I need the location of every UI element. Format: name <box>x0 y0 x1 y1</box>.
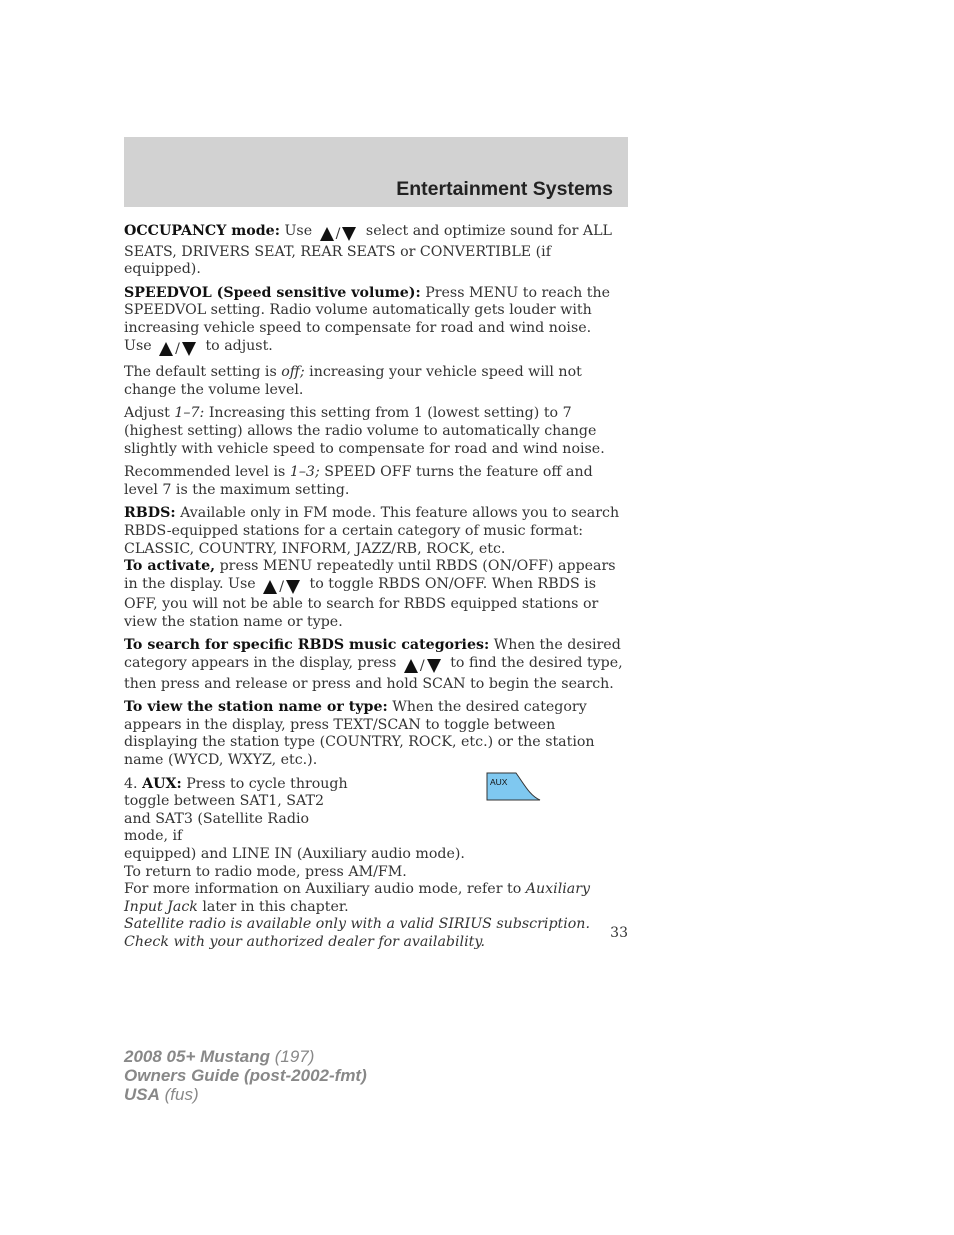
view-label: To view the station name or type: <box>124 699 388 716</box>
footer-model-code: (197) <box>274 1047 315 1066</box>
activate-post: to toggle RBDS ON/OFF. When RBDS is OFF, you will not be able to search for RBDS equipped stations or view the station name or type. <box>124 575 599 630</box>
arrow-separator: / <box>175 340 180 357</box>
default-setting-paragraph <box>124 364 630 399</box>
footer-market: USA <box>124 1085 160 1104</box>
footer-market-code: (fus) <box>164 1085 199 1104</box>
footer-line-2 <box>124 1066 367 1085</box>
speedvol-use-post: to adjust. <box>205 337 273 354</box>
occupancy-pre: Use <box>284 223 313 239</box>
section-header <box>124 137 628 207</box>
recommended-post: SPEED OFF turns the feature off and level 7 is the maximum setting. <box>124 464 593 498</box>
up-down-arrows-icon <box>158 341 197 359</box>
aux-button-icon <box>486 772 542 802</box>
aux-more-post: later in this chapter. <box>202 898 349 915</box>
recommended-pre: Recommended level is <box>124 464 286 481</box>
search-label: To search for specific RBDS music categories: <box>124 637 490 654</box>
satellite-note: Satellite radio is available only with a valid SIRIUS subscription. Check with your authorized dealer for availability. <box>124 916 590 950</box>
speedvol-use-pre: Use <box>124 337 152 354</box>
aux-label: AUX: <box>142 775 182 792</box>
down-arrow-icon <box>181 341 197 357</box>
footer-guide: Owners Guide (post-2002-fmt) <box>124 1066 367 1085</box>
footer-line-1 <box>124 1047 367 1066</box>
view-paragraph <box>124 699 630 769</box>
rbds-activate-paragraph <box>124 558 630 631</box>
up-down-arrows-icon <box>403 658 442 676</box>
aux-section <box>124 776 630 952</box>
up-down-arrows-icon <box>319 226 358 244</box>
aux-more-ref: Auxiliary Input Jack <box>124 881 591 915</box>
occupancy-text: select and optimize sound for ALL SEATS, DRIVERS SEAT, REAR SEATS or CONVERTIBLE (if equipped). <box>124 223 612 278</box>
aux-more-info <box>124 881 630 916</box>
occupancy-paragraph <box>124 223 630 279</box>
arrow-separator: / <box>335 226 341 242</box>
aux-text: Press to cycle through toggle between SAT1, SAT2 and SAT3 (Satellite Radio mode, if <box>124 775 348 845</box>
arrow-separator: / <box>279 578 284 595</box>
aux-return: To return to radio mode, press AM/FM. <box>124 863 407 880</box>
recommended-paragraph <box>124 464 630 499</box>
rbds-label: RBDS: <box>124 505 176 522</box>
speedvol-paragraph <box>124 285 630 358</box>
adjust-value: 1–7: <box>174 405 205 422</box>
rbds-text: Available only in FM mode. This feature allows you to search RBDS-equipped stations for a certain category of music format: CLASSIC, COUNTRY, INFORM, JAZZ/RB, ROCK, etc. <box>124 505 620 557</box>
down-arrow-icon <box>341 226 357 242</box>
default-value: off; <box>281 364 305 381</box>
adjust-paragraph <box>124 405 630 458</box>
activate-label: To activate, <box>124 558 216 575</box>
adjust-post: Increasing this setting from 1 (lowest setting) to 7 (highest setting) allows the radio volume to automatically change slightly with vehicle speed to compensate for road and wind noise. <box>124 405 605 457</box>
speedvol-label: SPEEDVOL (Speed sensitive volume): <box>124 284 421 301</box>
activate-text: press MENU repeatedly until RBDS (ON/OFF) appears in the display. Use <box>124 558 616 592</box>
arrow-separator: / <box>419 658 425 675</box>
search-pre: When the desired category appears in the display, press <box>124 637 621 672</box>
default-pre: The default setting is <box>124 364 277 381</box>
rbds-paragraph <box>124 505 630 558</box>
up-arrow-icon <box>319 226 335 242</box>
aux-number: 4. <box>124 775 138 792</box>
footer <box>124 1047 367 1104</box>
occupancy-label: OCCUPANCY mode: <box>124 223 280 239</box>
search-post: to find the desired type, then press and release or press and hold SCAN to begin the search. <box>124 655 623 692</box>
aux-text-cont: equipped) and LINE IN (Auxiliary audio mode). <box>124 846 465 862</box>
adjust-pre: Adjust <box>124 405 170 422</box>
up-down-arrows-icon <box>262 579 301 597</box>
default-post: increasing your vehicle speed will not change the volume level. <box>124 364 582 398</box>
up-arrow-icon <box>403 658 419 674</box>
section-title: Entertainment Systems <box>396 178 613 200</box>
aux-text-block <box>124 776 354 846</box>
up-arrow-icon <box>262 579 278 595</box>
aux-button-label: AUX <box>490 776 508 787</box>
speedvol-text: Press MENU to reach the SPEEDVOL setting. Radio volume automatically gets louder with increasing vehicle speed to compensate for road and wind noise. <box>124 284 610 336</box>
aux-more-pre: For more information on Auxiliary audio mode, refer to <box>124 881 522 898</box>
recommended-value: 1–3; <box>289 464 320 481</box>
footer-model: 2008 05+ Mustang <box>124 1047 270 1066</box>
page-number: 33 <box>610 925 628 941</box>
up-arrow-icon <box>158 341 174 357</box>
view-text: When the desired category appears in the display, press TEXT/SCAN to toggle between displaying the station type (COUNTRY, ROCK, etc.) or the station name (WYCD, WXYZ, etc.). <box>124 699 595 769</box>
page-content <box>124 223 630 952</box>
search-paragraph <box>124 637 630 693</box>
footer-line-3 <box>124 1085 367 1104</box>
down-arrow-icon <box>285 579 301 595</box>
down-arrow-icon <box>426 658 442 674</box>
